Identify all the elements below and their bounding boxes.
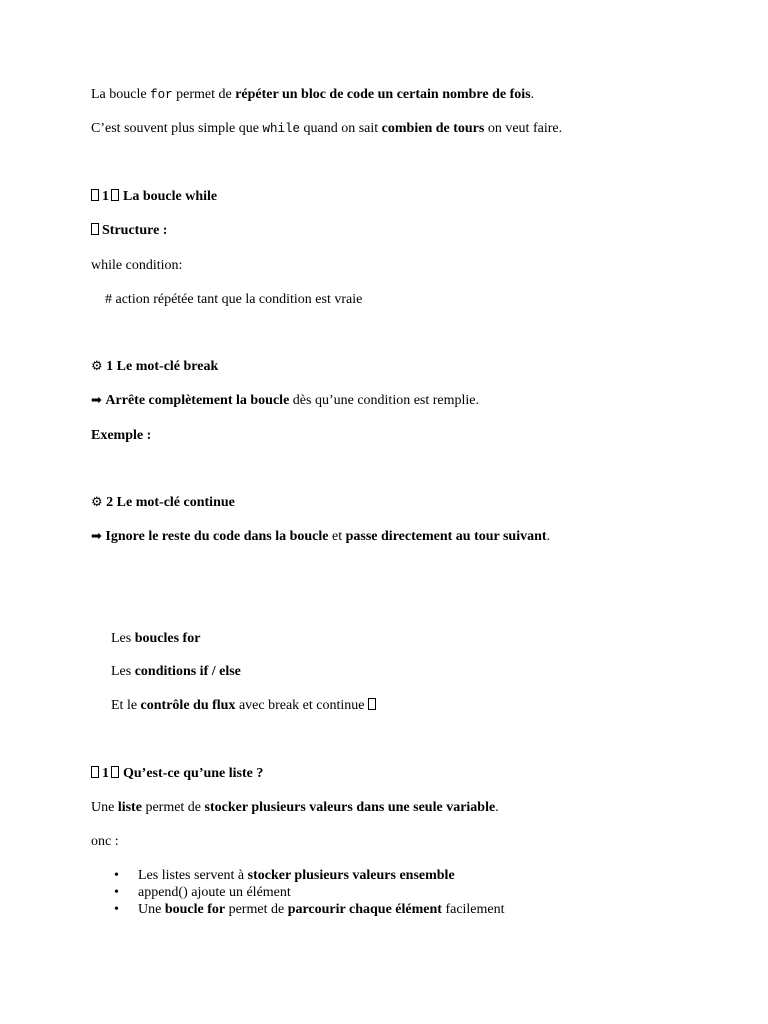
code-for: for <box>150 88 173 102</box>
break-heading <box>91 358 218 376</box>
heading-text: Qu’est-ce qu’une liste ? <box>123 766 264 781</box>
bold-text: boucles for <box>134 631 201 646</box>
text: Les listes servent à <box>138 868 248 883</box>
text: . <box>530 87 535 102</box>
onc-label: onc : <box>91 834 119 849</box>
list-heading <box>91 765 263 783</box>
text: C’est souvent plus simple que <box>91 121 263 136</box>
text: Une <box>91 800 118 815</box>
heading-text: 2 Le mot-clé continue <box>106 495 235 510</box>
list-item <box>91 884 505 901</box>
missing-glyph-icon <box>368 698 376 710</box>
text: . <box>495 800 499 815</box>
heading-number: 1 <box>102 189 109 204</box>
text: avec break et continue <box>235 698 368 713</box>
heading-text: 1 Le mot-clé break <box>106 359 219 374</box>
missing-glyph-icon <box>91 223 99 235</box>
recap-line-1 <box>111 630 200 648</box>
gear-icon: ⚙ <box>91 495 103 510</box>
text: permet de <box>172 87 236 102</box>
bold-text: conditions if / else <box>134 664 241 679</box>
bold-text: combien de tours <box>381 121 485 136</box>
missing-glyph-icon <box>91 766 99 778</box>
gear-icon: ⚙ <box>91 359 103 374</box>
continue-heading <box>91 494 235 512</box>
bold-text: parcourir chaque élément <box>287 902 442 917</box>
while-code-line-1: while condition: <box>91 258 183 273</box>
bold-text: boucle for <box>164 902 226 917</box>
text: Les <box>111 631 135 646</box>
text: quand on sait <box>300 121 382 136</box>
code-while: while <box>262 122 301 136</box>
example-label <box>91 427 151 445</box>
heading-text: La boucle while <box>123 189 218 204</box>
text: append() ajoute un élément <box>138 885 291 900</box>
text: Et le <box>111 698 141 713</box>
bold-text: passe directement au tour suivant <box>345 529 547 544</box>
while-code-line-2: # action répétée tant que la condition est vraie <box>105 292 363 307</box>
bold-text: contrôle du flux <box>140 698 236 713</box>
arrow-right-icon: ➡ <box>91 529 102 544</box>
bold-text: stocker plusieurs valeurs ensemble <box>247 868 455 883</box>
arrow-right-icon: ➡ <box>91 393 102 408</box>
recap-line-3 <box>111 697 379 715</box>
text: dès qu’une condition est remplie. <box>289 393 480 408</box>
missing-glyph-icon <box>111 766 119 778</box>
text: Une <box>138 902 165 917</box>
while-heading <box>91 188 217 206</box>
missing-glyph-icon <box>111 189 119 201</box>
text: et <box>328 529 346 544</box>
list-item <box>91 867 505 884</box>
intro-paragraph-1 <box>91 86 534 104</box>
missing-glyph-icon <box>91 189 99 201</box>
bold-text: Arrête complètement la boucle <box>105 393 290 408</box>
list-item <box>91 901 505 918</box>
bold-text: Ignore le reste du code dans la boucle <box>105 529 329 544</box>
text: on veut faire. <box>484 121 563 136</box>
label-text: Exemple : <box>91 428 152 443</box>
bold-text: stocker plusieurs valeurs dans une seule variable <box>204 800 496 815</box>
heading-number: 1 <box>102 766 109 781</box>
bold-text: répéter un bloc de code un certain nombre de fois <box>235 87 531 102</box>
bold-text: liste <box>117 800 142 815</box>
text: Les <box>111 664 135 679</box>
text: . <box>546 529 551 544</box>
summary-bullet-list <box>91 867 505 918</box>
list-paragraph <box>91 799 499 817</box>
recap-line-2 <box>111 663 241 681</box>
text: permet de <box>225 902 288 917</box>
label-text: Structure : <box>102 223 168 238</box>
continue-description <box>91 528 550 546</box>
break-description <box>91 392 479 410</box>
text: permet de <box>141 800 205 815</box>
intro-paragraph-2 <box>91 120 562 138</box>
text: La boucle <box>91 87 151 102</box>
text: facilement <box>441 902 505 917</box>
structure-label <box>91 222 167 240</box>
